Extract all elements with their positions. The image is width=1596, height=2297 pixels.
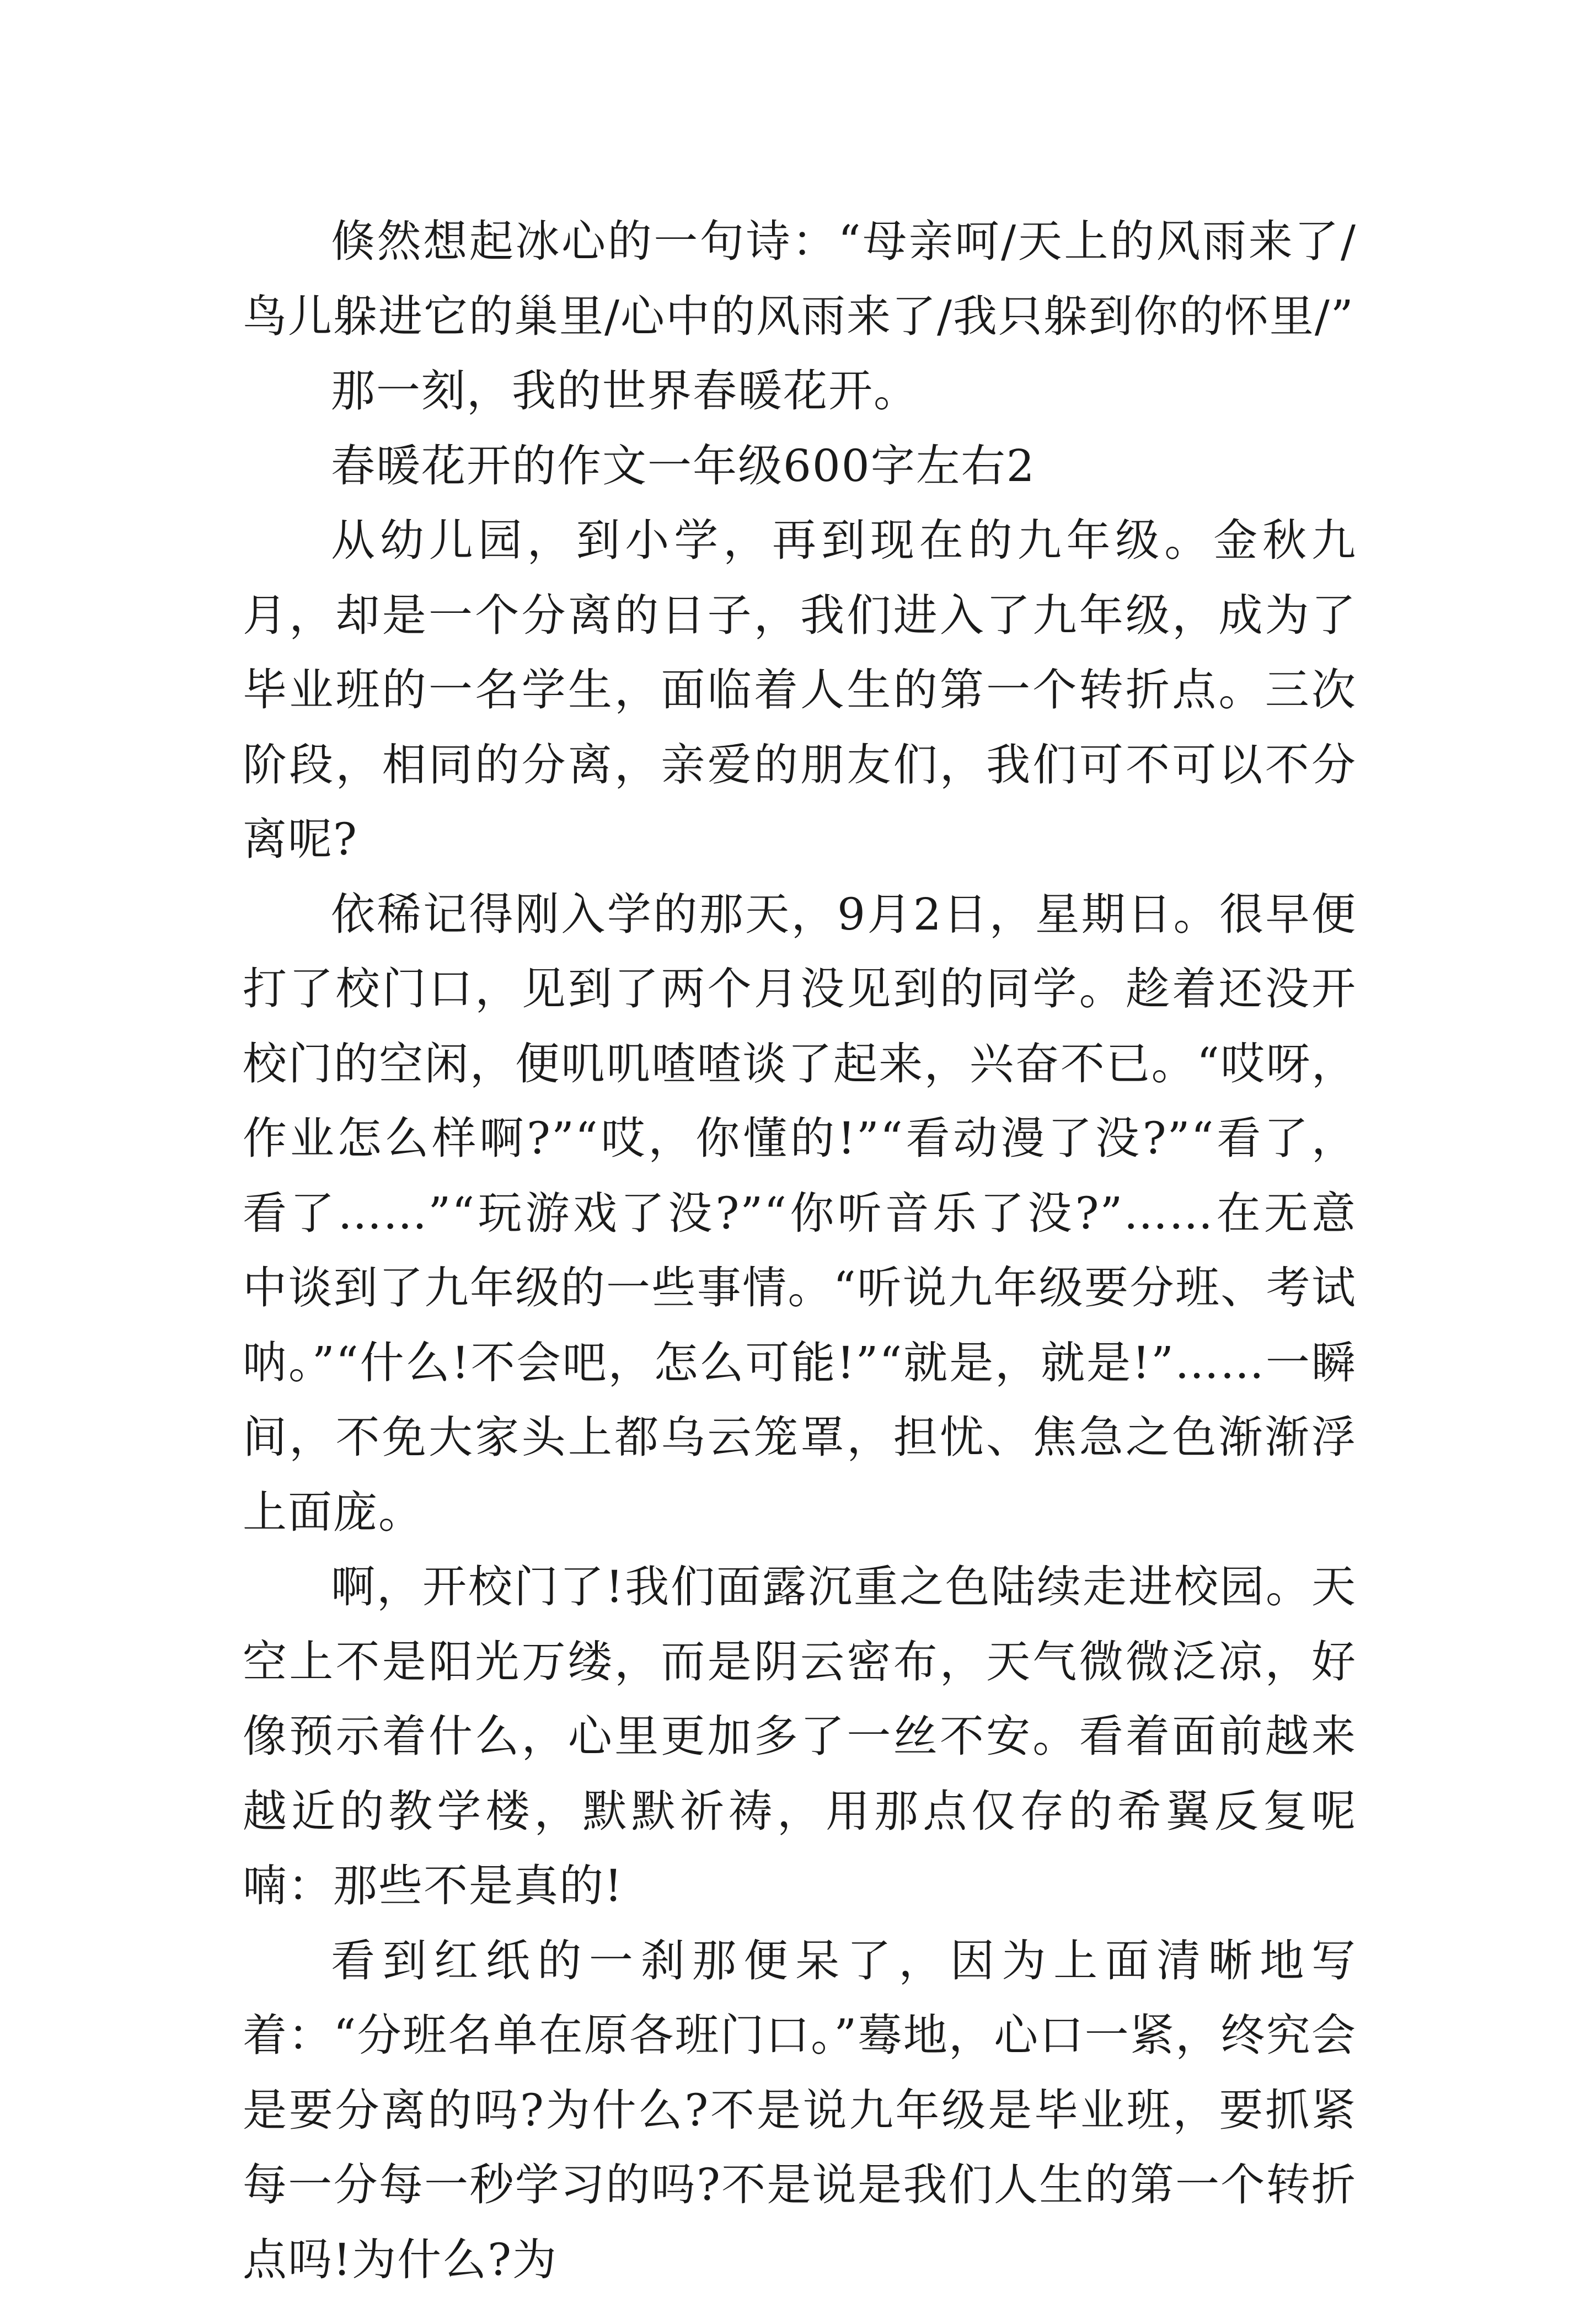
essay-title: 春暖花开的作文一年级600字左右2 — [243, 429, 1357, 504]
paragraph-poem-quote: 倏然想起冰心的一句诗：“母亲呵/天上的风雨来了/鸟儿躲进它的巢里/心中的风雨来了/我只躲到你的怀里/” — [243, 204, 1357, 354]
paragraph-kindergarten: 从幼儿园，到小学，再到现在的九年级。金秋九月，却是一个分离的日子，我们进入了九年级，成为了毕业班的一名学生，面临着人生的第一个转折点。三次阶段，相同的分离，亲爱的朋友们，我们可不可以不分离呢? — [243, 503, 1357, 877]
paragraph-school-gate: 啊，开校门了!我们面露沉重之色陆续走进校园。天空上不是阳光万缕，而是阴云密布，天气微微泛凉，好像预示着什么，心里更加多了一丝不安。看着面前越来越近的教学楼，默默祈祷，用那点仅存的希翼反复呢喃：那些不是真的! — [243, 1550, 1357, 1924]
paragraph-red-paper: 看到红纸的一刹那便呆了，因为上面清晰地写着：“分班名单在原各班门口。”蓦地，心口一紧，终究会是要分离的吗?为什么?不是说九年级是毕业班，要抓紧每一分每一秒学习的吗?不是说是我们人生的第一个转折点吗!为什么?为 — [243, 1924, 1357, 2297]
paragraph-first-day: 依稀记得刚入学的那天，9月2日，星期日。很早便打了校门口，见到了两个月没见到的同学。趁着还没开校门的空闲，便叽叽喳喳谈了起来，兴奋不已。“哎呀，作业怎么样啊?”“哎，你懂的!”“看动漫了没?”“看了，看了……”“玩游戏了没?”“你听音乐了没?”……在无意中谈到了九年级的一些事情。“听说九年级要分班、考试呐。”“什么!不会吧，怎么可能!”“就是，就是!”……一瞬间，不免大家头上都乌云笼罩，担忧、焦急之色渐渐浮上面庞。 — [243, 877, 1357, 1550]
document-body — [243, 204, 1357, 2297]
paragraph-that-moment: 那一刻，我的世界春暖花开。 — [243, 354, 1357, 429]
